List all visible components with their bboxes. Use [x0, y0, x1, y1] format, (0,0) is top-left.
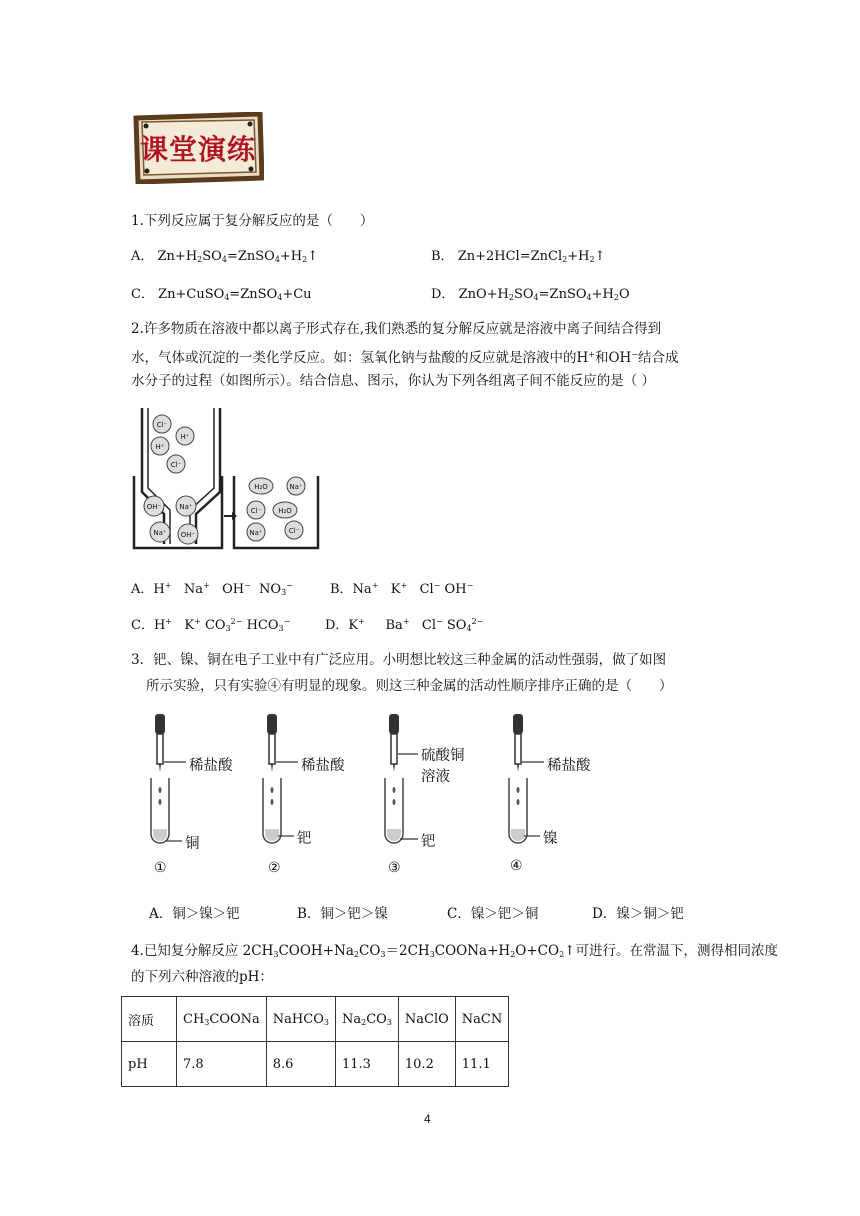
q2-line1: 2.许多物质在溶液中都以离子形式存在,我们熟悉的复分解反应就是溶液中离子间结合得到 — [131, 321, 662, 337]
q2-option-d: D．K+ Ba+ Cl− $SO_4^{2-}$ — [325, 617, 484, 633]
ion-cl: Cl⁻ — [250, 507, 262, 515]
ion-h: H⁺ — [180, 433, 190, 441]
tube1-reagent: 稀盐酸 — [189, 758, 233, 774]
table-cell: 7.8 — [177, 1042, 267, 1087]
table-cell: 8.6 — [266, 1042, 335, 1087]
table-cell: NaHCO$_3$ — [266, 997, 335, 1042]
q1-option-c: C． Zn+CuSO$_4$=ZnSO$_4$+Cu — [131, 287, 312, 302]
ion-cl: Cl⁻ — [288, 527, 300, 535]
ion-na: Na⁺ — [179, 503, 193, 511]
molecule-h2o: H₂O — [278, 507, 292, 515]
molecule-h2o: H₂O — [254, 483, 268, 491]
tube4-metal: 镍 — [543, 831, 558, 847]
tube3-metal: 钯 — [421, 834, 436, 850]
table-row — [122, 1042, 509, 1087]
ion-oh: OH⁻ — [180, 531, 196, 539]
q4-line2: 的下列六种溶液的pH： — [131, 969, 273, 985]
ion-reaction-diagram — [130, 404, 330, 554]
ion-na: Na⁺ — [249, 529, 263, 537]
tube3-reagent: 硫酸铜 — [421, 748, 465, 764]
table-cell: 11.1 — [455, 1042, 508, 1087]
q1-stem: 1.下列反应属于复分解反应的是（ ） — [131, 213, 374, 229]
table-cell: NaClO — [398, 997, 455, 1042]
ion-cl: Cl⁻ — [156, 421, 168, 429]
q2-option-a: A．H+ Na+ OH− $NO_3^-$ — [131, 581, 293, 597]
tube2-number: ② — [268, 860, 281, 876]
ion-na: Na⁺ — [289, 483, 303, 491]
q1-option-a: A． $Zn+H_2SO_4=ZnSO_4+H_2↑$ — [131, 249, 319, 264]
table-row — [122, 997, 509, 1042]
q3-option-b: B．铜＞钯＞镍 — [297, 906, 388, 922]
q3-line1: 3．钯、镍、铜在电子工业中有广泛应用。小明想比较这三种金属的活动性强弱，做了如图 — [131, 652, 667, 668]
table-cell: 10.2 — [398, 1042, 455, 1087]
tube1-metal: 铜 — [185, 836, 200, 852]
q2-line2: 水，气体或沉淀的一类化学反应。如：氢氧化钠与盐酸的反应就是溶液中的H+和OH−结合成 — [131, 350, 679, 366]
table-cell: 溶质 — [122, 997, 177, 1042]
ion-na: Na⁺ — [153, 529, 167, 537]
q3-line2: 所示实验，只有实验④有明显的现象。则这三种金属的活动性顺序排序正确的是（ ） — [146, 678, 673, 694]
ion-h: H⁺ — [155, 443, 165, 451]
tube2-metal: 钯 — [297, 831, 312, 847]
tube4-number: ④ — [510, 858, 523, 874]
tube1-number: ① — [154, 860, 167, 876]
tube3-number: ③ — [388, 860, 401, 876]
tube2-reagent: 稀盐酸 — [301, 758, 345, 774]
table-cell: 11.3 — [335, 1042, 398, 1087]
q1-option-d: D． $ZnO+H_2SO_4=ZnSO_4+H_2O$ — [431, 287, 630, 302]
ion-oh: OH⁻ — [146, 503, 162, 511]
q3-option-a: A．铜＞镍＞钯 — [149, 906, 240, 922]
banner-title: 课堂演练 — [139, 133, 256, 166]
q3-option-d: D．镍＞铜＞钯 — [592, 906, 684, 922]
q2-option-c: C．H+ K+ $CO_3^{2-}$ $HCO_3^-$ — [131, 617, 291, 633]
tube3-reagent-line2: 溶液 — [421, 769, 450, 785]
ion-cl: Cl⁻ — [170, 461, 182, 469]
q2-line3: 水分子的过程（如图所示）。结合信息、图示，你认为下列各组离子间不能反应的是（ ） — [131, 373, 656, 389]
table-cell: $CH_3COONa$ — [177, 997, 267, 1042]
ph-table — [121, 996, 509, 1087]
q1-option-b: B． $Zn+2HCl=ZnCl_2+H_2↑$ — [431, 249, 606, 264]
tube4-reagent: 稀盐酸 — [547, 758, 591, 774]
page-number: 4 — [424, 1112, 431, 1126]
table-cell: pH — [122, 1042, 177, 1087]
table-cell: $Na_2CO_3$ — [335, 997, 398, 1042]
table-cell: NaCN — [455, 997, 508, 1042]
q4-line1: 4.已知复分解反应 $2CH_3COOH+Na_2CO_3=2CH_3COONa+H_2O+CO_2↑$可进行。在常温下，测得相同浓度 — [131, 943, 778, 959]
q3-option-c: C．镍＞钯＞铜 — [447, 906, 539, 922]
section-banner — [132, 112, 264, 184]
metal-test-tubes-diagram — [140, 714, 620, 884]
q2-option-b: B．Na+ K+ Cl− OH− — [330, 581, 474, 597]
